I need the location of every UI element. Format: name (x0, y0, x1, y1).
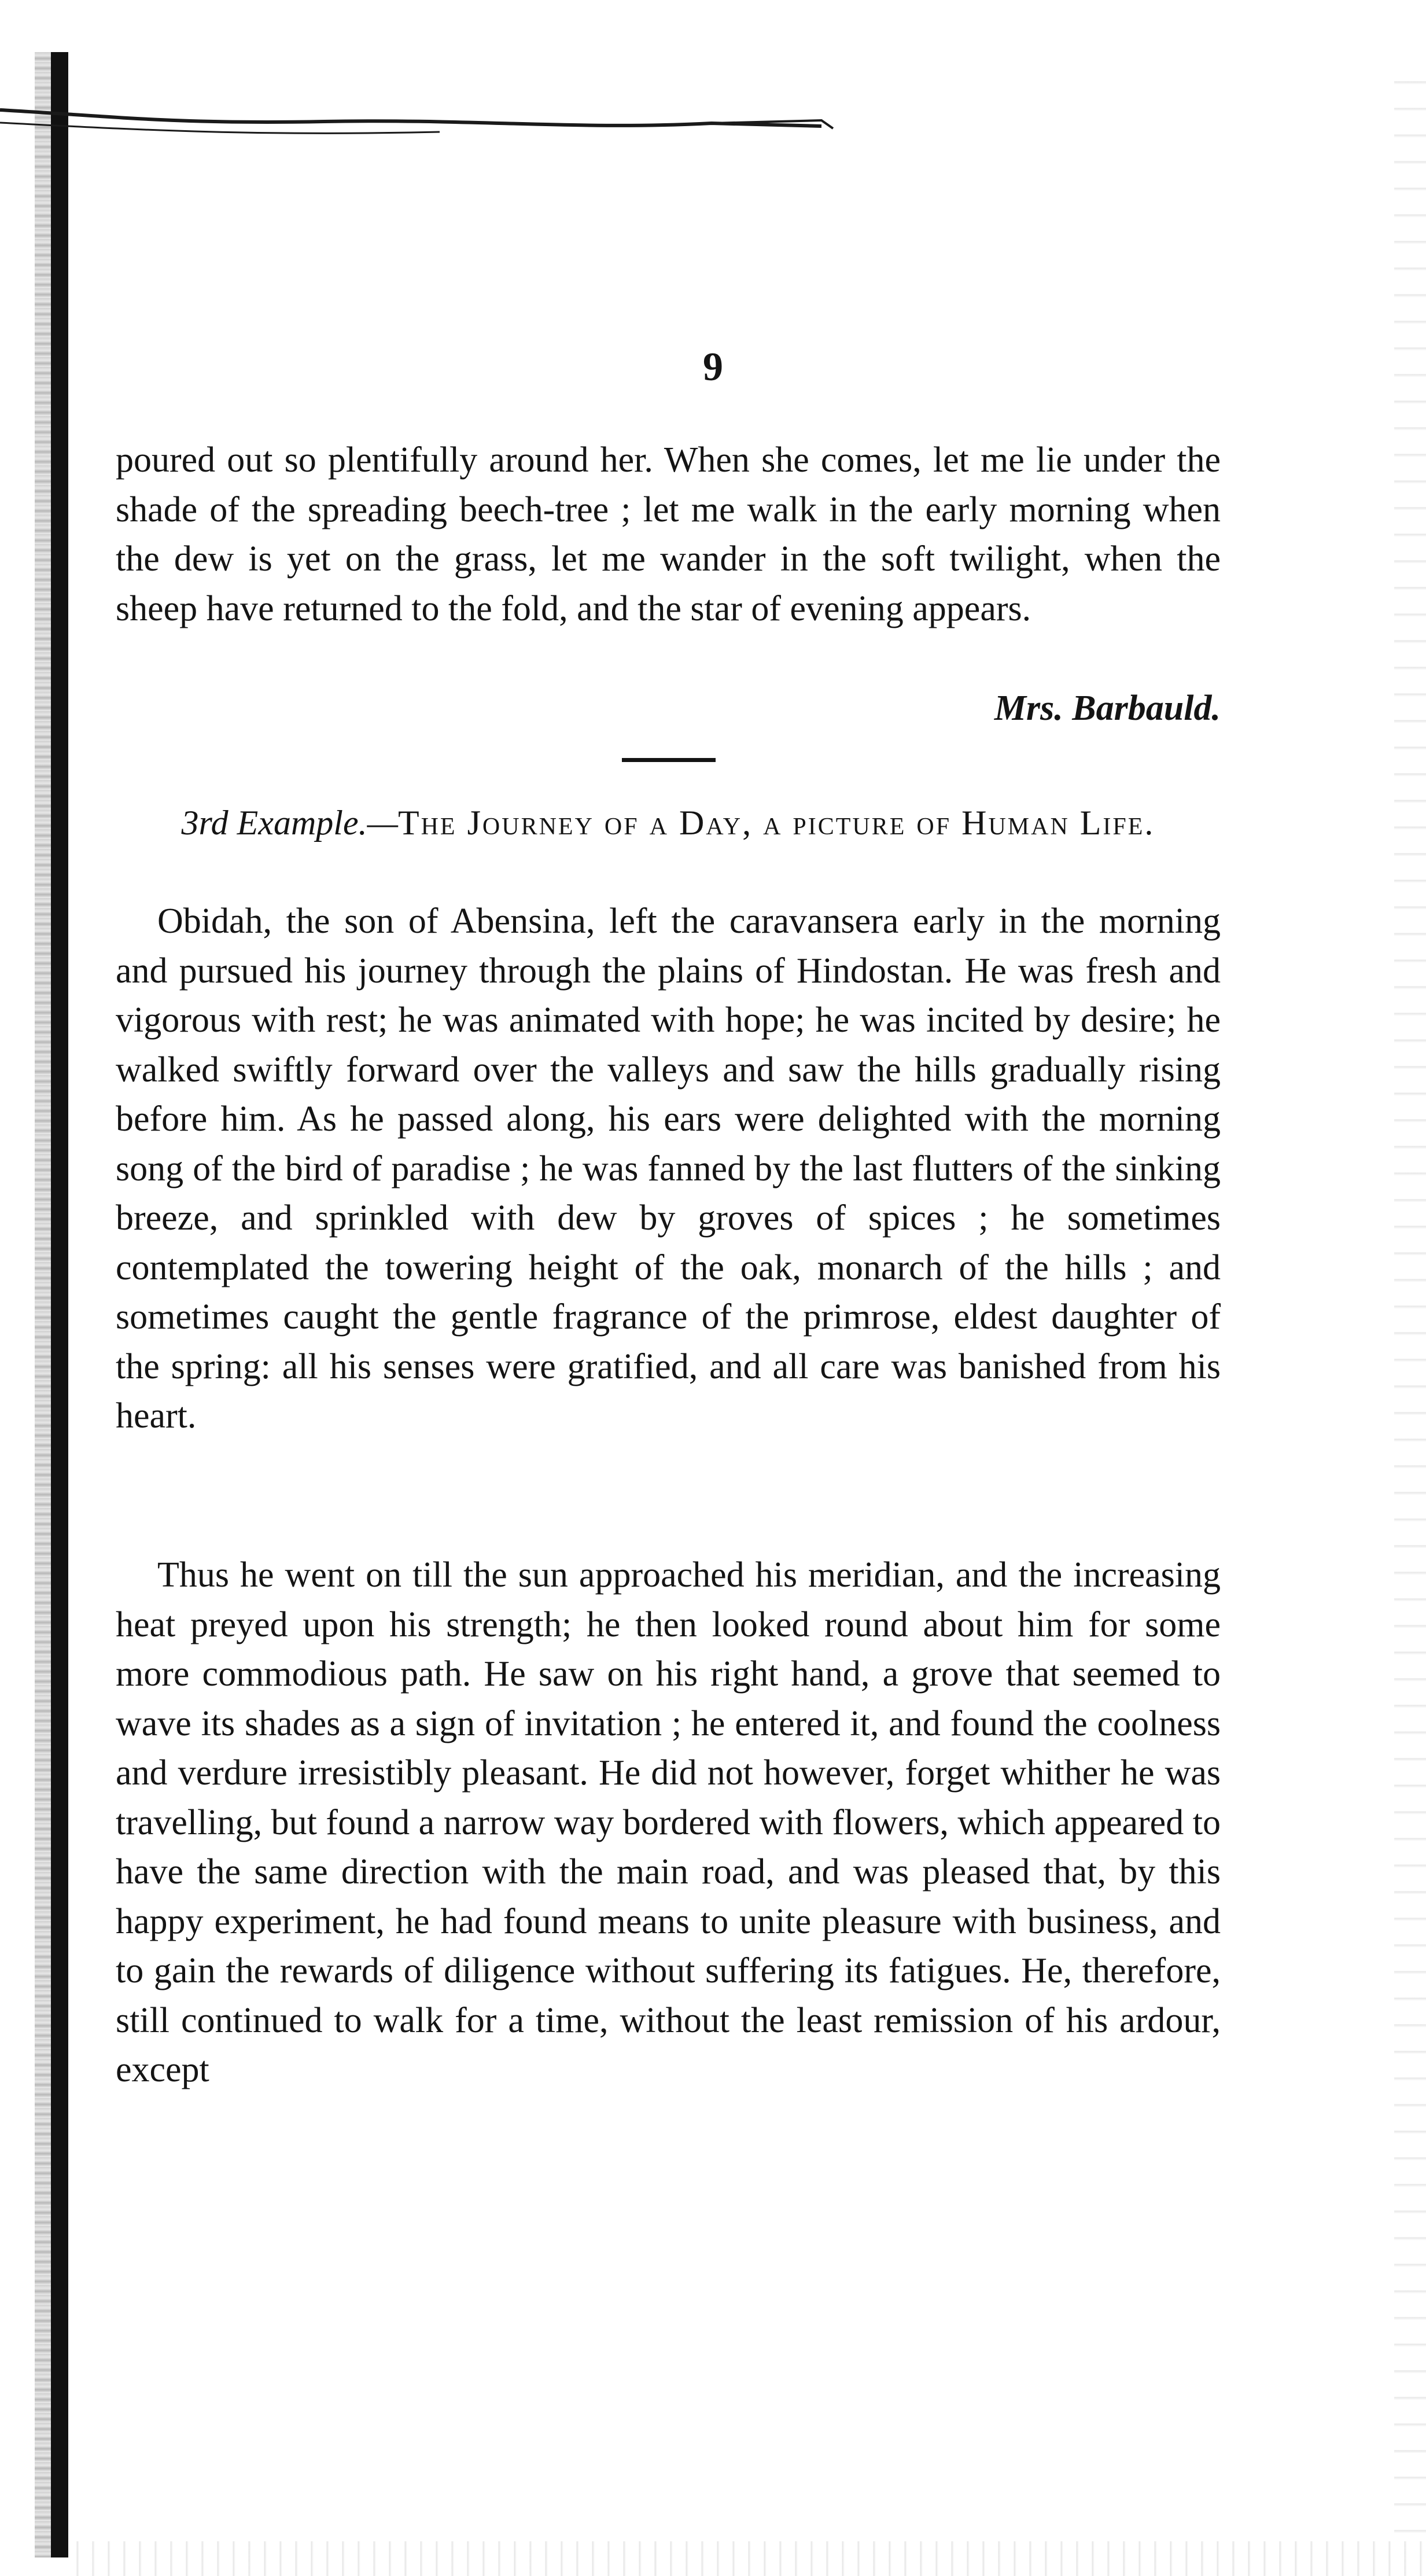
page-edge-speckle (1394, 58, 1426, 2546)
passage-text (116, 436, 1221, 634)
story-paragraph-1-block (116, 897, 1221, 1441)
pen-stroke-mark (0, 0, 1426, 197)
page-number: 9 (703, 345, 723, 389)
passage-attribution: Mrs. Barbauld. (994, 689, 1221, 728)
story-paragraph-2: Thus he went on till the sun approached his meridian, and the increasing heat preyed upon his strength; he then looked round about him for some more commodious path. He saw on his right hand, a grove that seemed to wave its shades as a sign of invitation ; he entered it, and found the coolness and verdure irresistibly pleasant. He did not however, forget whither he was travelling, but found a narrow way bordered with flowers, which appeared to have the same direction with the main road, and was pleased that, by this happy experiment, he had found means to unite pleasure with business, and to gain the rewards of diligence without suffering its fatigues. He, therefore, still continued to walk for a time, without the least remission of his ardour, except (116, 1555, 1221, 2089)
page-bottom-speckle (64, 2541, 1426, 2576)
example-label: 3rd Example.— (181, 804, 398, 842)
example-title: The Journey of a Day, a picture of Human Life. (397, 804, 1155, 842)
story-paragraph-1: Obidah, the son of Abensina, left the caravansera early in the morning and pursued his journey through the plains of Hindostan. He was fresh and vigorous with rest; he was animated with hope; he was incited by desire; he walked swiftly forward over the valleys and saw the hills gradually rising before him. As he passed along, his ears were delighted with the morning song of the bird of paradise ; he was fanned by the last flutters of the sinking breeze, and sprinkled with dew by groves of spices ; he sometimes contemplated the towering height of the oak, monarch of the hills ; and sometimes caught the gentle fragrance of the primrose, eldest daughter of the spring: all his senses were gratified, and all care was banished from his heart. (116, 901, 1221, 1436)
book-spine-edge (51, 52, 68, 2557)
story-paragraph-2-block (116, 1551, 1221, 2095)
example-heading (116, 798, 1221, 848)
section-divider (622, 758, 716, 762)
passage-paragraph: poured out so plentifully around her. When she comes, let me lie under the shade of the spreading beech-tree ; let me walk in the early morning when the dew is yet on the grass, let me wander in the soft twilight, when the sheep have returned to the fold, and the star of evening appears. (116, 440, 1221, 628)
binding-shadow (35, 52, 51, 2557)
